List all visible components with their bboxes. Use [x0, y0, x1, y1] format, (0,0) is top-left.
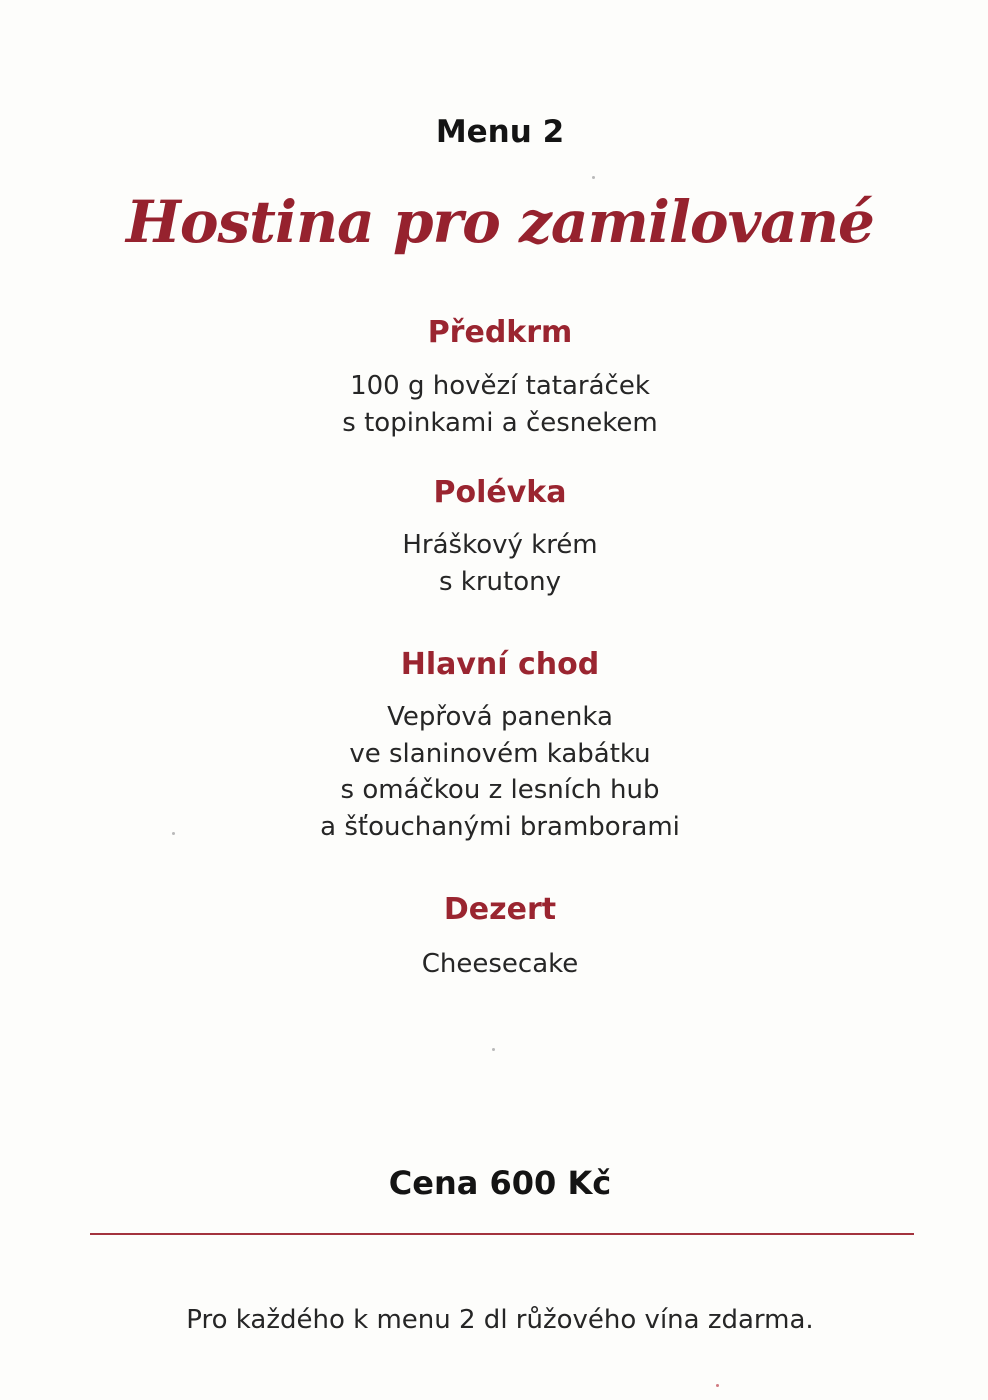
course-body-hlavni-chod	[0, 699, 988, 845]
course-body-predkrm	[0, 368, 988, 441]
scan-speck	[592, 176, 595, 179]
menu-number-label: Menu 2	[435, 114, 565, 150]
course-line: a šťouchanými bramborami	[320, 811, 680, 842]
scan-speck	[492, 1048, 495, 1051]
course-line: s topinkami a česnekem	[342, 407, 658, 438]
footnote-text: Pro každého k menu 2 dl růžového vína zdarma.	[186, 1305, 814, 1335]
scan-speck	[716, 1384, 719, 1387]
course-line: Hráškový krém	[402, 530, 598, 560]
course-body-polevka	[0, 527, 988, 600]
course-body-dezert	[0, 946, 988, 983]
course-heading-hlavni-chod: Hlavní chod	[400, 647, 600, 682]
course-heading-polevka: Polévka	[433, 475, 567, 510]
course-heading-dezert: Dezert	[443, 892, 557, 927]
course-line: Cheesecake	[421, 949, 579, 979]
course-heading-predkrm: Předkrm	[427, 315, 573, 350]
course-line: s omáčkou z lesních hub	[340, 775, 660, 805]
course-line: s krutony	[438, 566, 561, 597]
price-label: Cena 600 Kč	[388, 1164, 612, 1202]
divider-line	[90, 1233, 914, 1235]
course-line: 100 g hovězí tataráček	[350, 371, 650, 401]
course-line: ve slaninovém kabátku	[349, 738, 651, 769]
course-line: Vepřová panenka	[387, 702, 613, 732]
scan-speck	[172, 832, 175, 835]
menu-title: Hostina pro zamilované	[126, 188, 874, 256]
